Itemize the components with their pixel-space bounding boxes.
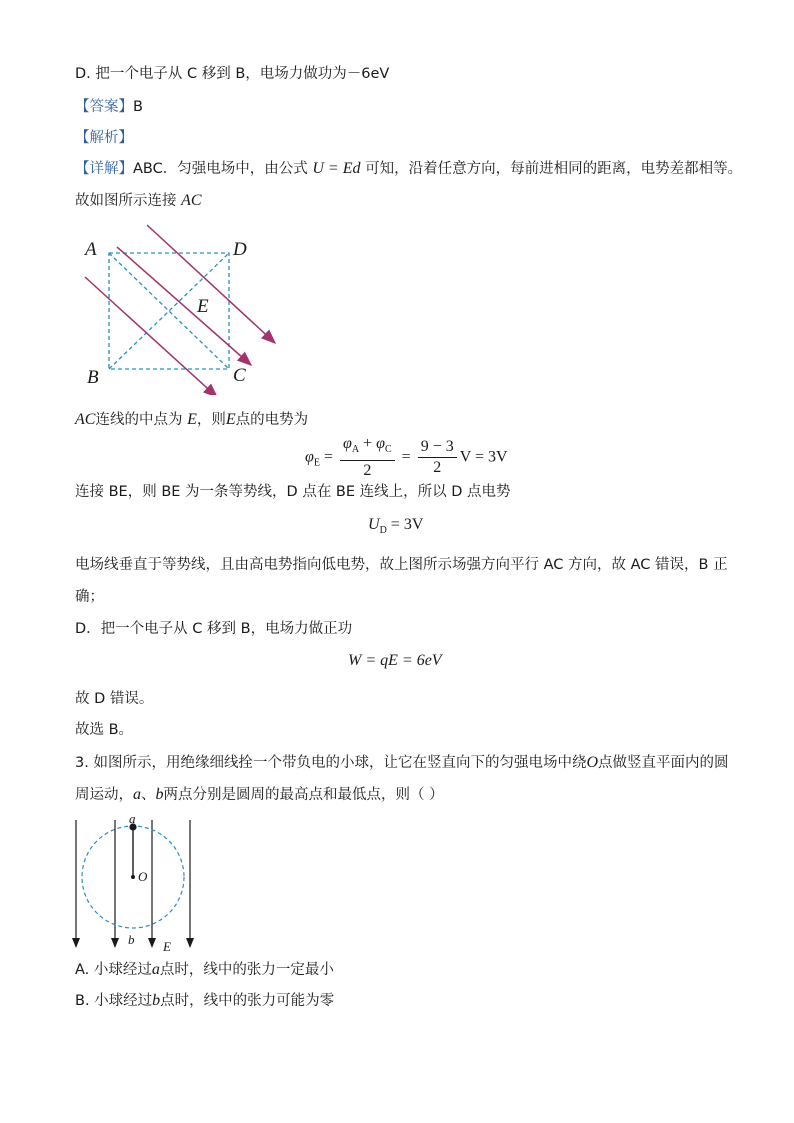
label-c: C xyxy=(233,365,246,386)
phi-e-formula: $\varphi_E$ = $\frac{\varphi_A + \varphi_C}{2}$ = $\frac{9 - 3}{2}$ V = 3V xyxy=(305,435,508,480)
field-line-3 xyxy=(85,277,217,395)
phi-fraction: $\frac{\varphi_A + \varphi_C}{2}$ xyxy=(340,434,395,481)
center-o xyxy=(131,875,135,879)
field-explain-2: 确； xyxy=(75,589,104,605)
connect-line: 故如图所示连接 AC xyxy=(75,192,202,209)
be-line: 连接 BE，则 BE 为一条等势线，D 点在 BE 连线上，所以 D 点电势 xyxy=(75,484,511,500)
field-explain-1: 电场线垂直于等势线，且由高电势指向低电势，故上图所示场强方向平行 AC 方向，故 AC 错误，B 正 xyxy=(75,557,728,573)
number-fraction: $\frac{9 - 3}{2}$ xyxy=(418,437,457,478)
label-e-field: E xyxy=(163,939,171,954)
circle-field-diagram xyxy=(68,812,203,954)
detail-line: 【详解】ABC．匀强电场中，由公式 U = Ed 可知，沿着任意方向，每前进相同的距离，电势差都相等。 xyxy=(75,160,743,177)
label-a-point: a xyxy=(129,812,136,826)
formula-u-ed: U = Ed xyxy=(312,160,361,177)
option-d: D. 把一个电子从 C 移到 B，电场力做功为－6eV xyxy=(75,66,390,82)
choose-b: 故选 B。 xyxy=(75,722,134,738)
w-formula: W = qE = 6eV xyxy=(348,652,442,669)
d-wrong: 故 D 错误。 xyxy=(75,691,154,707)
label-e: E xyxy=(197,296,209,317)
label-o: O xyxy=(138,869,148,884)
answer-line xyxy=(75,97,143,117)
detail-label: 【详解】 xyxy=(75,161,133,177)
q3-option-b: B. 小球经过b点时，线中的张力可能为零 xyxy=(75,992,335,1009)
field-line-2 xyxy=(117,247,251,365)
label-b-point: b xyxy=(128,932,135,947)
label-b: B xyxy=(87,367,99,388)
ud-formula: $U_D = 3V$ xyxy=(368,516,424,537)
q3-stem-1: 3. 如图所示，用绝缘细线拴一个带负电的小球，让它在竖直向下的匀强电场中绕O点做竖直平面内的圆 xyxy=(75,754,729,771)
answer-value: B xyxy=(133,99,143,115)
square-field-diagram xyxy=(75,215,295,395)
label-a: A xyxy=(85,239,97,260)
q3-stem-2: 周运动，a、b两点分别是圆周的最高点和最低点，则（ ） xyxy=(75,786,444,803)
analysis-label: 【解析】 xyxy=(75,130,133,146)
answer-label: 【答案】 xyxy=(75,99,133,115)
field-line-1 xyxy=(147,225,275,343)
d-explain: D．把一个电子从 C 移到 B，电场力做正功 xyxy=(75,621,353,637)
midpoint-line: AC连线的中点为 E，则E点的电势为 xyxy=(75,411,309,428)
q3-option-a: A. 小球经过a点时，线中的张力一定最小 xyxy=(75,961,334,978)
label-d: D xyxy=(233,239,247,260)
